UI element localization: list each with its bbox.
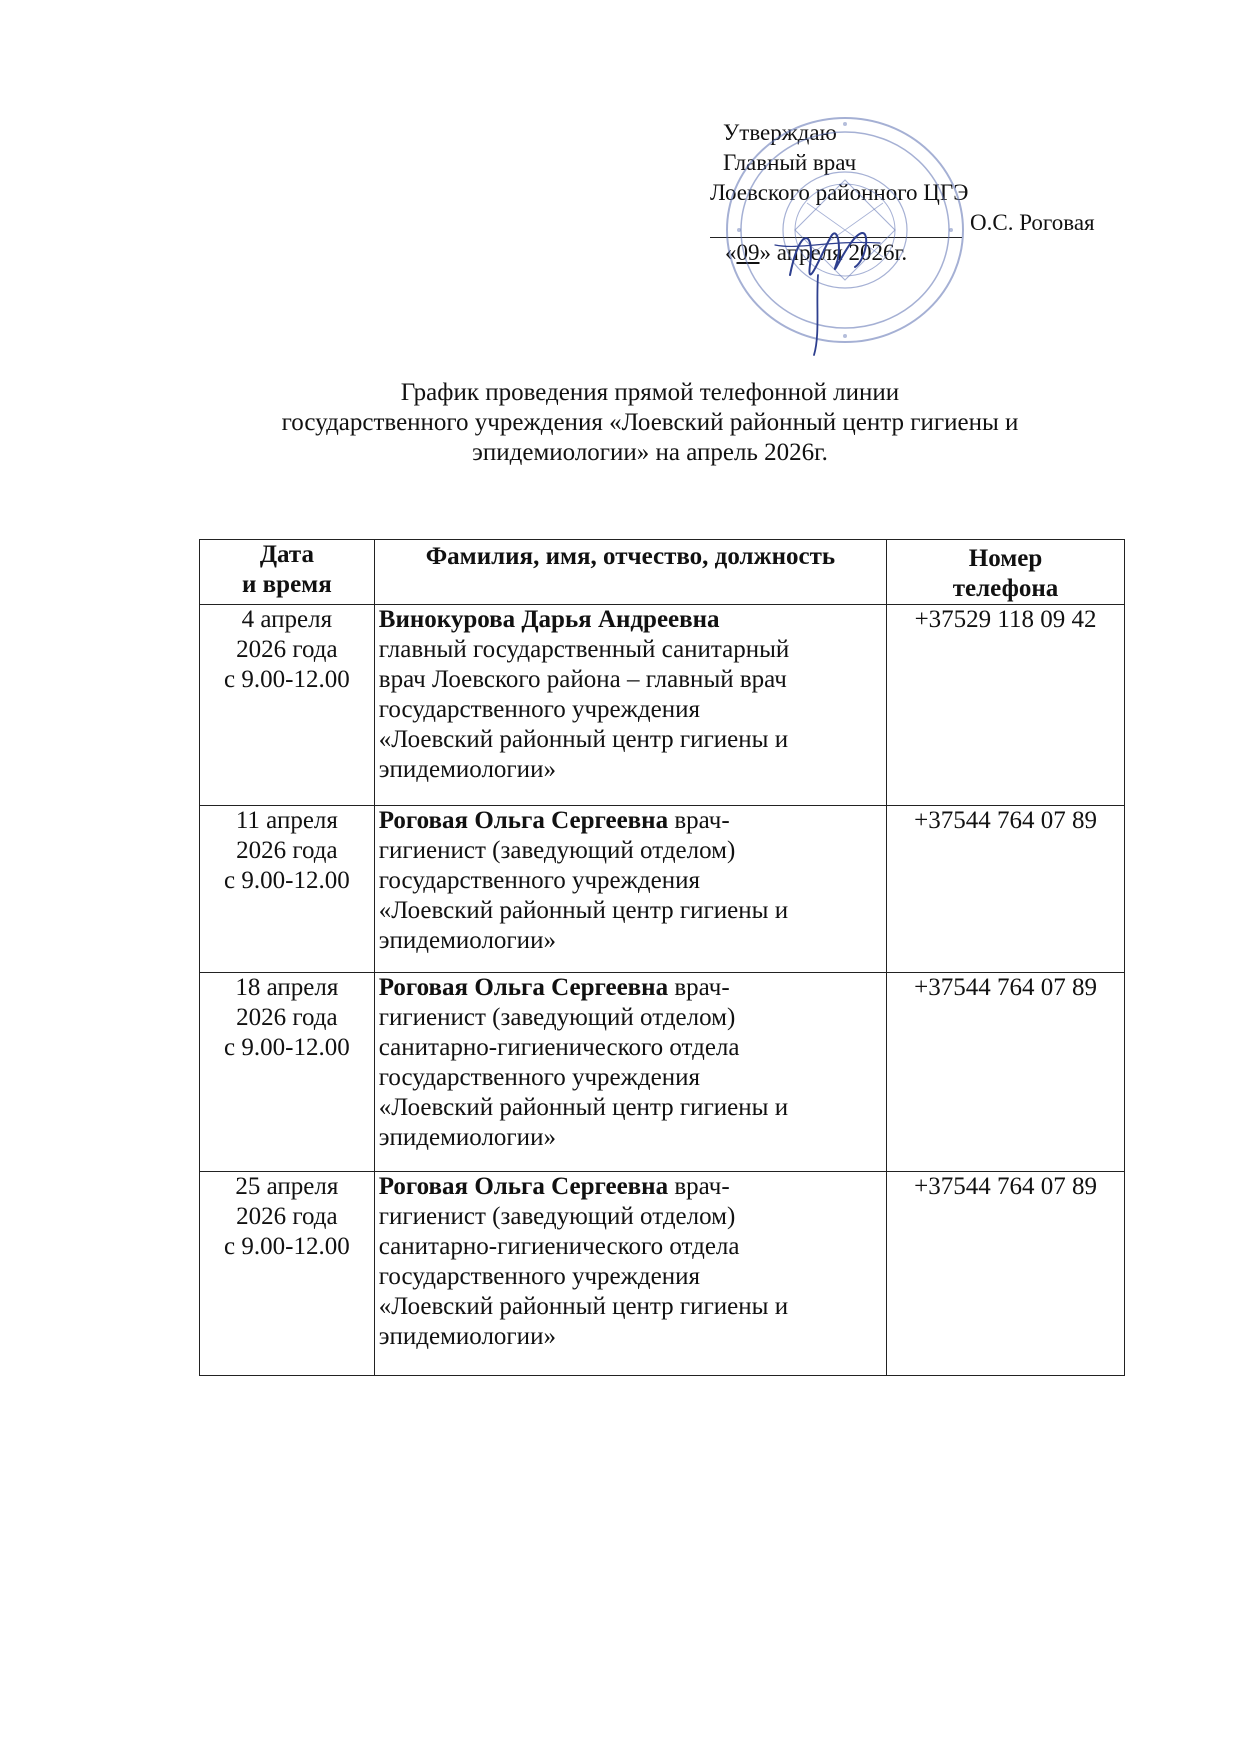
approval-date (725, 238, 907, 268)
row-time: с 9.00-12.00 (224, 867, 350, 894)
row-person-name: Роговая Ольга Сергеевна (378, 974, 669, 1001)
header-person-label: Фамилия, имя, отчество, должность (425, 543, 836, 570)
row-position-line: санитарно-гигиенического отдела (378, 1034, 740, 1061)
row-position-line: эпидемиологии» (378, 756, 556, 783)
row-position-line: государственного учреждения (378, 1263, 700, 1290)
row-person-first-line (379, 806, 882, 836)
row-position-line: эпидемиологии» (378, 1323, 556, 1350)
schedule-table (199, 539, 1125, 1376)
row-date-cell (200, 605, 375, 806)
approval-date-day: 09 (736, 240, 760, 265)
row-date: 11 апреля (235, 807, 338, 834)
row-time: с 9.00-12.00 (224, 1034, 350, 1061)
row-position-line: государственного учреждения (378, 1064, 700, 1091)
row-year: 2026 года (236, 636, 338, 663)
signature-underline (710, 215, 962, 238)
title-line-2: государственного учреждения «Лоевский районный центр гигиены и (281, 409, 1019, 436)
row-person-name: Роговая Ольга Сергеевна (378, 1173, 669, 1200)
row-position-line: «Лоевский районный центр гигиены и (378, 897, 789, 924)
header-date (200, 540, 375, 605)
row-position-line: «Лоевский районный центр гигиены и (378, 1293, 789, 1320)
row-position-first: врач- (668, 1173, 730, 1200)
row-position-line: гигиенист (заведующий отделом) (378, 837, 736, 864)
row-date-cell (200, 806, 375, 973)
header-phone-line-2: телефона (952, 575, 1059, 602)
approval-signer: О.С. Роговая (970, 210, 1095, 235)
row-position-line: «Лоевский районный центр гигиены и (378, 1094, 789, 1121)
row-position-line: эпидемиологии» (378, 927, 556, 954)
row-person-first-line (379, 1172, 882, 1202)
row-position-line: гигиенист (заведующий отделом) (378, 1203, 736, 1230)
row-position-line: «Лоевский районный центр гигиены и (378, 726, 789, 753)
approval-position: Главный врач (723, 150, 857, 175)
row-position-first: врач- (668, 974, 730, 1001)
row-time: с 9.00-12.00 (224, 666, 350, 693)
row-position-line: государственного учреждения (378, 696, 700, 723)
row-date-cell (200, 973, 375, 1172)
row-position-line: санитарно-гигиенического отдела (378, 1233, 740, 1260)
approval-heading: Утверждаю (723, 120, 837, 145)
row-person-cell (374, 973, 886, 1172)
row-position-line: врач Лоевского района – главный врач (378, 666, 787, 693)
row-position-first: врач- (668, 807, 730, 834)
row-person-cell (374, 605, 886, 806)
table-row (200, 973, 1125, 1172)
document-title (150, 378, 1150, 468)
row-person-name: Винокурова Дарья Андреевна (378, 606, 720, 633)
row-position-line: гигиенист (заведующий отделом) (378, 1004, 736, 1031)
row-position-line: главный государственный санитарный (378, 636, 790, 663)
row-phone: +37544 764 07 89 (887, 973, 1125, 1172)
approval-date-rest: » апреля 2026г. (759, 240, 908, 265)
row-date: 4 апреля (241, 606, 333, 633)
table-row (200, 605, 1125, 806)
row-phone: +37529 118 09 42 (887, 605, 1125, 806)
row-date-cell (200, 1172, 375, 1376)
header-phone-line-1: Номер (968, 545, 1043, 572)
row-date: 25 апреля (235, 1173, 339, 1200)
row-year: 2026 года (236, 1004, 338, 1031)
row-person-cell (374, 806, 886, 973)
header-date-line-1: Дата (259, 541, 314, 568)
table-header-row (200, 540, 1125, 605)
approval-date-open: « (725, 240, 737, 265)
row-phone: +37544 764 07 89 (887, 806, 1125, 973)
row-year: 2026 года (236, 837, 338, 864)
title-line-1: График проведения прямой телефонной линии (400, 379, 900, 406)
row-person-name: Роговая Ольга Сергеевна (378, 807, 669, 834)
row-person-cell (374, 1172, 886, 1376)
approval-organization: Лоевского районного ЦГЭ (710, 180, 969, 205)
table-row (200, 1172, 1125, 1376)
row-position-line: государственного учреждения (378, 867, 700, 894)
table-row (200, 806, 1125, 973)
row-year: 2026 года (236, 1203, 338, 1230)
row-position-line: эпидемиологии» (378, 1124, 556, 1151)
row-phone: +37544 764 07 89 (887, 1172, 1125, 1376)
row-person-first-line (379, 973, 882, 1003)
header-date-line-2: и время (242, 571, 332, 598)
row-time: с 9.00-12.00 (224, 1233, 350, 1260)
approval-signature-line (710, 208, 1120, 238)
header-person (374, 540, 886, 605)
header-phone (887, 540, 1125, 605)
row-date: 18 апреля (235, 974, 339, 1001)
title-line-3: эпидемиологии» на апрель 2026г. (472, 439, 828, 466)
